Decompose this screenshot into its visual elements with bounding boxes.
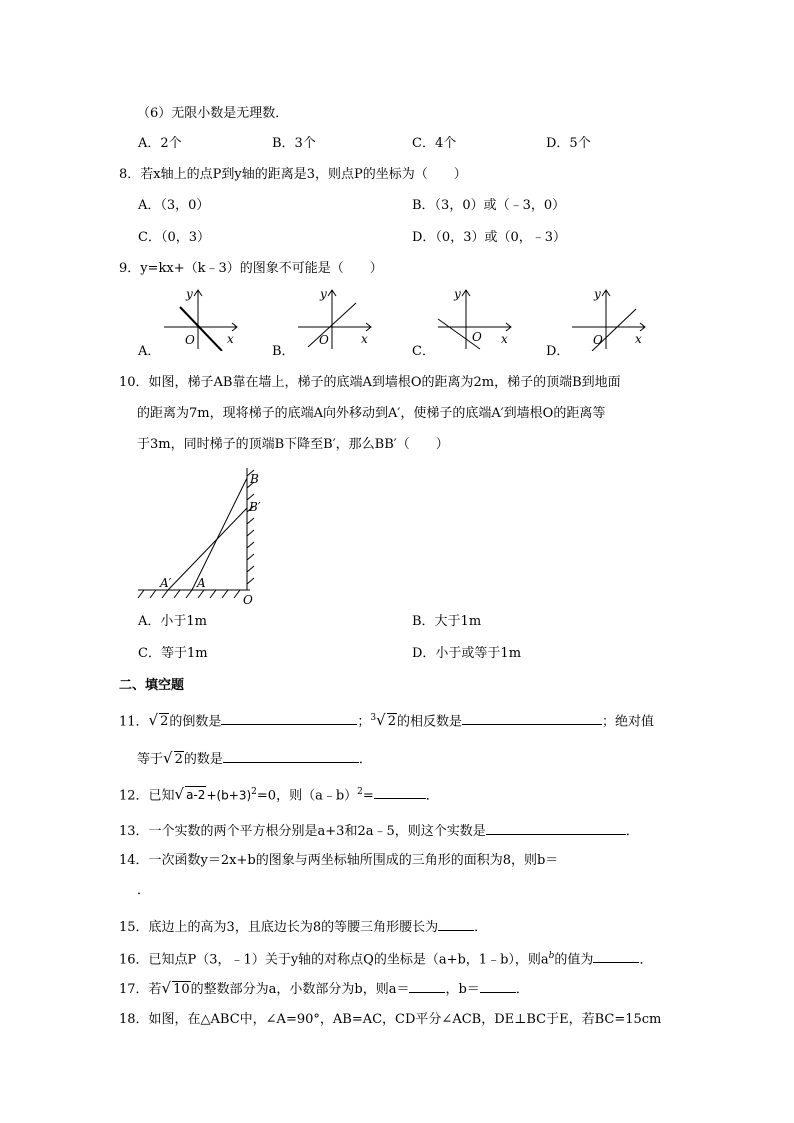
q13-blank[interactable] [486,821,626,835]
q15-line: 15．底边上的高为3，且底边长为8的等腰三角形腰长为 ． [119,917,487,936]
svg-text:O: O [319,333,329,347]
q9-graph-d [568,285,652,351]
svg-text:y: y [594,287,601,301]
q11-blank-2[interactable] [462,711,602,725]
q7-option-c: C．4个 [412,136,457,151]
section-2-title: 二、填空题 [119,678,185,693]
q7-option-b: B．3个 [272,136,316,151]
q18-line: 18．如图，在△ABC中，∠A=90°，AB=AC，CD平分∠ACB，DE⊥BC于E，若BC=15cm [119,1012,662,1027]
svg-text:x: x [227,332,234,346]
svg-text:y: y [186,287,193,301]
q9-label-a: A． [138,344,161,359]
wall-hatching [247,470,254,584]
q10-line3: 于3m，同时梯子的顶端B下降至B′，那么BB′（ ） [137,437,449,452]
label-a: A [197,576,206,590]
q10-option-a: A．小于1m [138,614,207,629]
q9-graph-b [294,285,378,351]
q9-stem: 9．y=kx+（k﹣3）的图象不可能是（ ） [119,261,383,276]
q8-stem: 8．若x轴上的点P到y轴的距离是3，则点P的坐标为（ ） [119,167,467,182]
q8-option-d: D．（0，3）或（0，﹣3） [412,230,567,245]
svg-text:y: y [454,287,461,301]
label-b-prime: B′ [249,500,261,514]
label-o: O [243,593,253,607]
q9-graph-c [434,285,518,351]
svg-text:y: y [320,287,327,301]
q14-line2: ． [137,883,151,898]
svg-text:x: x [361,332,368,346]
q10-option-d: D．小于或等于1m [412,646,522,661]
q12-blank[interactable] [374,785,426,799]
q10-option-c: C．等于1m [138,646,208,661]
svg-text:O: O [593,333,603,347]
svg-text:x: x [501,332,508,346]
q7-option-d: D．5个 [546,136,591,151]
q9-label-c: C． [412,344,435,359]
q11-line1: 11．√ 2的倒数是 ；$^3$√ 2的相反数是 ；绝对值 [119,711,655,730]
q9-label-d: D． [546,344,570,359]
q9-label-b: B． [272,344,295,359]
q8-option-b: B．（3，0）或（﹣3，0） [412,198,566,213]
svg-text:O: O [472,330,482,344]
q8-option-a: A．（3，0） [138,198,210,213]
q6-text: （6）无限小数是无理数． [137,106,289,121]
svg-text:O: O [185,333,195,347]
ground-hatching [138,590,240,598]
q10-line1: 10．如图，梯子AB靠在墙上，梯子的底端A到墙根O的距离为2m，梯子的顶端B到地面 [119,375,621,390]
ladder-ab [192,478,247,590]
q10-ladder-figure [134,464,274,608]
q14-line1: 14．一次函数y＝2x+b的图象与两坐标轴所围成的三角形的面积为8，则b＝ [119,853,559,868]
q11-line2: 等于√ 2的数是 ． [137,749,372,767]
q16-blank[interactable] [593,949,639,963]
q10-option-b: B．大于1m [412,614,482,629]
q17-line: 17．若√ 10的整数部分为a，小数部分为b，则a＝ ，b＝ ． [119,979,529,997]
q17-blank-a[interactable] [409,979,445,993]
q7-option-a: A．2个 [138,136,182,151]
q11-blank-3[interactable] [223,749,359,763]
ladder-a2b2 [168,508,247,590]
label-a-prime: A′ [160,576,172,590]
q13-line: 13．一个实数的两个平方根分别是a+3和2a﹣5，则这个实数是 ． [119,821,639,840]
q17-blank-b[interactable] [480,979,516,993]
q8-option-c: C．（0，3） [138,230,210,245]
q10-line2: 的距离为7m，现将梯子的底端A向外移动到A′，使梯子的底端A′到墙根O的距离等 [137,406,606,421]
svg-text:x: x [635,332,642,346]
q9-graph-a [160,285,244,351]
label-b: B [250,472,259,486]
q16-line: 16．已知点P（3，﹣1）关于y轴的对称点Q的坐标是（a+b，1﹣b），则$a^b$的值为 ． [119,951,653,968]
q12-line: 12．已知√ $a-2+(b+3)^2=0$，则（a﹣b）$^2$= ． [119,785,439,804]
q11-blank-1[interactable] [221,711,357,725]
q15-blank[interactable] [438,917,474,931]
